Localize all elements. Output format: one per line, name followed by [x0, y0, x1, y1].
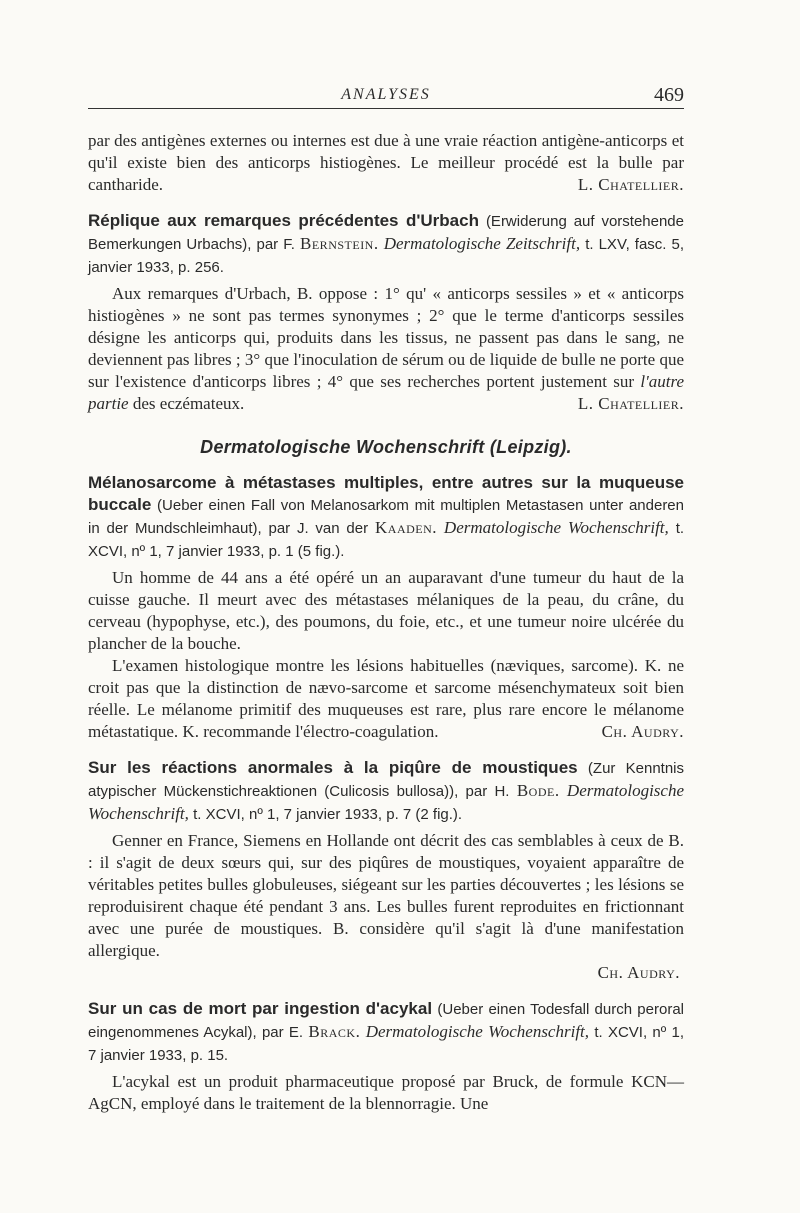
entry-ref: t. XCVI, nº 1, 7 janvier 1933, p. 15.: [88, 1024, 684, 1064]
header-rule: [88, 108, 684, 109]
page-body: [88, 130, 684, 1115]
entry-title: Réplique aux remarques précédentes d'Urbach: [88, 211, 479, 230]
page-number: 469: [654, 84, 684, 106]
signature: L. Chatellier.: [577, 394, 684, 413]
entry-title: Sur les réactions anormales à la piqûre de moustiques: [88, 758, 578, 777]
entry-author: Kaaden.: [375, 518, 438, 537]
entry-heading: [88, 998, 684, 1067]
signature: Ch. Audry.: [597, 963, 680, 982]
entry-author: Bode.: [516, 781, 560, 800]
entry-body: [88, 655, 684, 743]
paragraph-text: par des antigènes externes ou internes est due à une vraie réaction antigène-anticorps et qu'il existe bien des anticorps histiogènes. Le meilleur procédé est la bulle par cantharide.: [88, 131, 684, 194]
running-title: ANALYSES: [341, 86, 431, 103]
entry-body: Un homme de 44 ans a été opéré un an auparavant d'une tumeur du haut de la cuisse gauche. Il meurt avec des métastases mélaniques de la peau, du crâne, du cerveau (hypophyse, etc.), des poumons, du foie, etc., et une tumeur noire ulcérée du plancher de la bouche.: [88, 568, 684, 653]
entry-body-text-end: des eczémateux.: [132, 394, 245, 413]
entry-ref: t. XCVI, nº 1, 7 janvier 1933, p. 7 (2 fig.).: [193, 806, 463, 823]
entry-meta: (Ueber einen Todesfall durch peroral eingenommenes Acykal), par E.: [88, 1001, 685, 1041]
entry-body-italic: l'autre partie: [88, 372, 684, 413]
entry-title: Sur un cas de mort par ingestion d'acykal: [88, 999, 433, 1018]
entry-journal: Dermatologische Wochenschrift,: [365, 1022, 590, 1041]
entry-body: Genner en France, Siemens en Hollande ont décrit des cas semblables à ceux de B. : il s'agit de deux sœurs qui, sur des piqûres de moustiques, voyaient apparaître de véritables petites bulles globuleuses, siégeant sur les parties découvertes ; les lésions se reproduisirent chaque été pendant 3 ans. Les bulles furent reproduites en frictionnant avec une purée de moustiques. B. considère qu'il s'agit là d'une manifestation allergique.: [88, 831, 684, 960]
entry-meta: (Ueber einen Fall von Melanosarkom mit multiplen Metastasen unter anderen in der Mundschleimhaut), par J. van der: [88, 497, 684, 537]
entry-body: [88, 283, 684, 415]
entry-title: Mélanosarcome à métastases multiples, entre autres sur la muqueuse buccale: [88, 473, 684, 514]
entry-body-text: L'examen histologique montre les lésions habituelles (nævіques, sarcome). K. ne croit pas que la distinction de nævo-sarcome et sarcome mésenchymateux soit bien réelle. Le mélanome primitif des muqueuses est rare, plus rare encore le mélanome métastatique. K. recommande l'électro-coagulation.: [88, 656, 684, 741]
entry-meta: (Zur Kenntnis atypischer Mückenstichreaktionen (Culicosis bullosa)), par H.: [88, 760, 685, 800]
entry-author: Brack.: [308, 1022, 361, 1041]
signature: Ch. Audry.: [601, 722, 684, 741]
entry-heading: [88, 472, 684, 563]
paragraph-continuation: [88, 130, 684, 196]
entry-journal: Dermatologische Zeitschrift,: [383, 234, 581, 253]
entry-heading: [88, 210, 684, 279]
entry-author: Bernstein.: [300, 234, 379, 253]
entry-ref: t. LXV, fasc. 5, janvier 1933, p. 256.: [88, 236, 685, 276]
journal-heading: Dermatologische Wochenschrift (Leipzig).: [200, 437, 572, 457]
entry-journal: Dermatologische Wochenschrift,: [443, 518, 669, 537]
running-header: [88, 82, 684, 112]
entry-body: L'acykal est un produit pharmaceutique proposé par Bruck, de formule KCN—AgCN, employé dans le traitement de la blennorragie. Une: [88, 1072, 684, 1113]
entry-body-text: Aux remarques d'Urbach, B. oppose : 1° qu' « anticorps sessiles » et « anticorps histiogènes » ne sont pas termes synonymes ; 2° que le terme d'anticorps sessiles désigne les anticorps qui, produits dans les tissus, ne passent pas dans le sang, ne deviennent pas libres ; 3° que l'inoculation de sérum ou de liquide de bulle ne porte que sur l'existence d'anticorps libres ; 4° que ses recherches portent justement sur: [88, 284, 684, 391]
signature: L. Chatellier.: [577, 175, 684, 194]
entry-heading: [88, 757, 684, 826]
entry-ref: t. XCVI, nº 1, 7 janvier 1933, p. 1 (5 fig.).: [88, 520, 685, 560]
entry-meta: (Erwiderung auf vorstehende Bemerkungen Urbachs), par F.: [88, 213, 684, 253]
entry-journal: Dermatologische Wochenschrift,: [88, 781, 685, 823]
